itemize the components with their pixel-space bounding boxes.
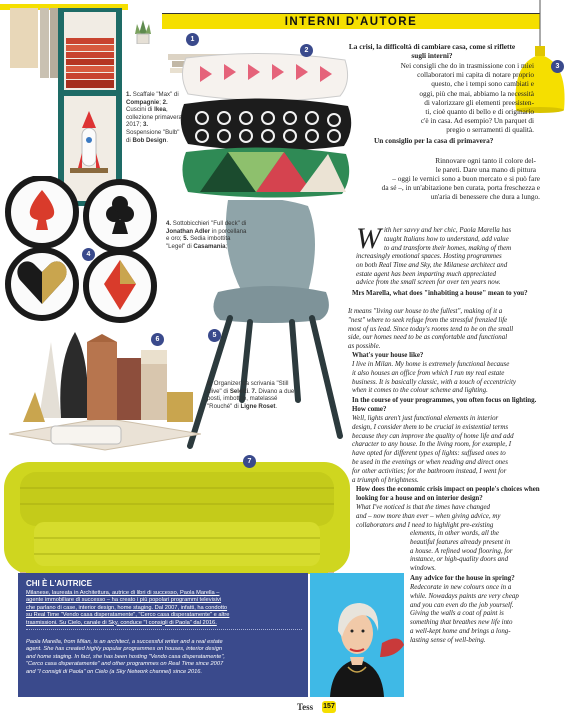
author-box: [18, 573, 308, 697]
english-question-3: In the course of your programmes, you often focus on lighting. How come?: [352, 396, 537, 413]
english-question-1: Mrs Marella, what does "inhabiting a house" mean to you?: [352, 289, 528, 297]
badge-1: 1: [186, 33, 199, 46]
dropcap: W: [356, 222, 381, 255]
italian-answer-2: Rinnovare ogni tanto il colore del- le pareti. Dare una mano di pittura: [435, 156, 536, 175]
english-answer-4-tail: elements, in other words, all the beautiful features already present in a house. A refined wood flooring, for instance, or high-quality doors and windows.: [410, 529, 513, 573]
caption-6-7: 6. Organizer da scrivania "Still alive" di Seletti. 7. Divano a due posti, imbottito, matelassé "Rouché" di Ligne Roset.: [207, 380, 295, 410]
italian-question-2: Un consiglio per la casa di primavera?: [374, 136, 494, 145]
plant-image: [131, 20, 155, 44]
author-box-title: CHI È L'AUTRICE: [26, 579, 92, 588]
english-question-2: What's your house like?: [352, 351, 424, 359]
magazine-name: Tess: [297, 702, 314, 712]
english-question-5: Any advice for the house in spring?: [410, 574, 515, 582]
badge-6: 6: [151, 333, 164, 346]
english-answer-5: Redecorate in new colours once in a while. Nowadays paints are very cheap and you can even do the job yourself. Giving the walls a coat of paint is something that breathes new life into a well-kept home and brings a long- lasting sense of well-being.: [410, 583, 519, 644]
author-box-divider: [26, 629, 302, 630]
section-title: INTERNI D'AUTORE: [284, 16, 418, 28]
section-header: [162, 13, 540, 29]
english-answer-3: Well, lights aren't just functional elements in interior design, I consider them to be crucial in existential terms because they can improve the quality of home life and add character to any house. In the living room, for example, I have opted for different types of lights: suffused ones to be used in the evenings or when reading and direct ones for other activities; for the bathroom instead, I went for a triumph of brightness.: [352, 414, 514, 484]
badge-7: 7: [243, 455, 256, 468]
caption-4-5: 4. Sottobicchieri "Full deck" di Jonathan Adler in porcellana e oro; 5. Sedia imbottita "Legel" di Casamania;: [166, 220, 247, 250]
badge-2: 2: [300, 44, 313, 57]
author-portrait: [310, 573, 404, 697]
italian-answer-2-tail: – oggi le vernici sono a buon mercato e si può fare da sé –, in un'abitazione ben curata, porta freschezza e un'aria di benessere che dura a lungo.: [381, 174, 540, 202]
author-bio-english: Paola Marella, from Milan, is an architect, a successful writer and a real estate agent. She has created highly popular programmes on houses, interior design and home staging. In fact, she has been hosting "Vendo casa disperatamente", "Cerco casa disperatamente" and other programmes on Real Time since 2007 and "I consigli di Paola" on Cielo (a Sky Network channel) since 2016.: [26, 639, 225, 675]
cushions-image: [180, 52, 355, 198]
english-answer-2: I live in Milan. My home is extremely functional because it also houses an office from which I run my real estate business. It is basically classic, with a touch of eccentricity when it comes to the colour scheme and lighting.: [352, 360, 516, 395]
badge-5: 5: [208, 329, 221, 342]
badge-4: 4: [82, 248, 95, 261]
italian-question-1: La crisi, la difficoltà di cambiare casa, come si riflette sugli interni?: [348, 42, 516, 61]
author-bio-italian: Milanese, laureata in Architettura, autrice di libri di successo, Paola Marella – agente immobiliare di successo – ha creato i più popolari programmi televisivi che parlano di case, interior design, home staging. Dal 2007, infatti, ha condotto su Real Time "Vendo casa disperatamente", "Cerco casa disperatamente" e altre trasmissioni. Su Cielo, canale di Sky, conduce "I consigli di Paola" dal 2016.: [26, 590, 230, 626]
badge-3: 3: [551, 60, 564, 73]
english-question-4: How does the economic crisis impact on people's choices when looking for a house and on interior design?: [356, 485, 540, 502]
organizer-image: [5, 322, 201, 452]
caption-1-3: 1. Scaffale "Max" di Compagnie; 2. Cuscini di Ikea, collezione primavera 2017; 3. Sospensione "Bulb" di Bob Design.: [126, 91, 182, 144]
italian-answer-1: Nei consigli che do in trasmissione con i miei collaboratori mi capita di notare proprio questo, che i tempi sono cambiati e oggi, più che mai, abbiamo la necessità di valorizzare gli elementi preesisten- ti, cioè quanto di bello e di originario c'è in casa. Ad esempio? Un parquet di pregio o serramenti di qualità.: [400, 61, 534, 135]
english-answer-1: It means "living our house to the fullest", making of it a "nest" where to seek refuge from the stressful frenzied life most of us lead. Since today's rooms tend to be on the small side, our homes need to be as comfortable and functional as possible.: [348, 307, 514, 351]
page-number: 157: [322, 701, 336, 713]
english-intro-body: increasingly emotional spaces. Hosting programmes on both Real Time and Sky, the Milanese architect and estate agent has been imparting much appreciated advice from the small screen for over ten years now.: [356, 252, 508, 287]
english-intro-head: ith her savvy and her chic, Paola Marella has taught Italians how to understand, add value to and transform their homes, making of them: [384, 226, 512, 252]
english-answer-4-head: What I've noticed is that the times have changed and – now more than ever – when giving advice, my collaborators and I need to highlight pre-existing: [356, 503, 501, 529]
